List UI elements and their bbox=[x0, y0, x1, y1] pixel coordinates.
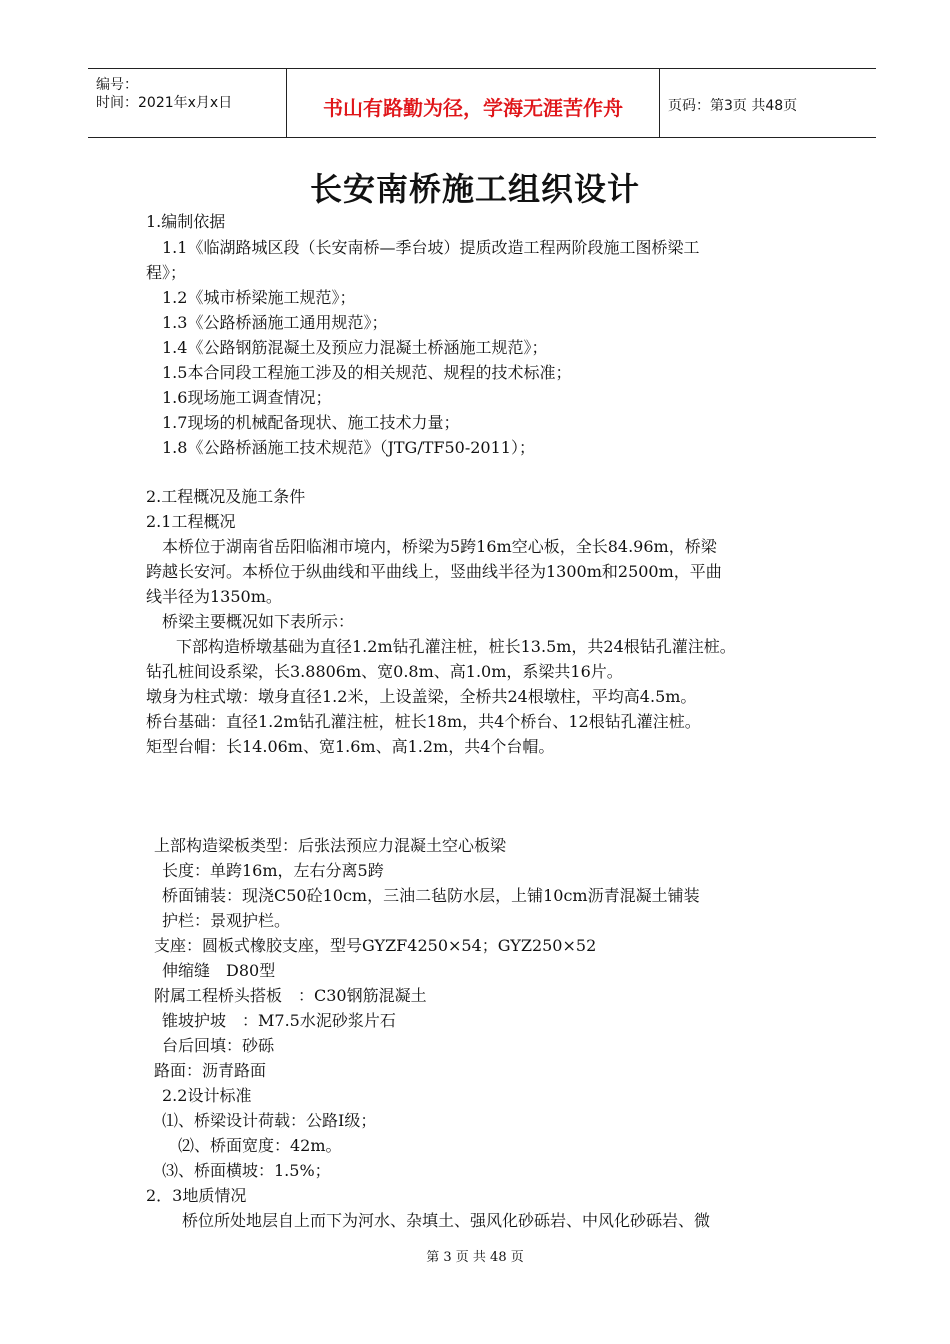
paragraph-line: 桥台基础：直径1.2m钻孔灌注桩，桩长18m，共4个桥台、12根钻孔灌注桩。 bbox=[146, 712, 701, 731]
section-heading: 2.工程概况及施工条件 bbox=[146, 487, 306, 506]
page-header bbox=[88, 68, 876, 138]
structure-item: 长度：单跨16m，左右分离5跨 bbox=[162, 861, 384, 880]
subsection-heading: 2.2设计标准 bbox=[162, 1086, 252, 1105]
header-page-cell bbox=[660, 69, 876, 137]
paragraph-line: 桥位所处地层自上而下为河水、杂填土、强风化砂砾岩、中风化砂砾岩、微 bbox=[182, 1211, 711, 1230]
structure-item: 上部构造梁板类型：后张法预应力混凝土空心板梁 bbox=[154, 836, 507, 855]
standard-item: ⑶、桥面横坡：1.5%； bbox=[162, 1161, 331, 1180]
reference-item: 1.4《公路钢筋混凝土及预应力混凝土桥涵施工规范》； bbox=[162, 338, 548, 357]
paragraph-line: 矩型台帽：长14.06m、宽1.6m、高1.2m，共4个台帽。 bbox=[146, 737, 555, 756]
subsection-heading: 2.1工程概况 bbox=[146, 512, 236, 531]
paragraph-line: 本桥位于湖南省岳阳临湘市境内，桥梁为5跨16m空心板，全长84.96m，桥梁 bbox=[162, 537, 717, 556]
paragraph-line: 线半径为1350m。 bbox=[146, 587, 282, 606]
header-meta-cell bbox=[88, 69, 287, 137]
paragraph-line: 桥梁主要概况如下表所示： bbox=[162, 612, 355, 631]
paragraph-line: 钻孔桩间设系梁，长3.8806m、宽0.8m、高1.0m，系梁共16片。 bbox=[146, 662, 623, 681]
structure-item: 桥面铺装：现浇C50砼10cm，三油二毡防水层，上铺10cm沥青混凝土铺装 bbox=[162, 886, 700, 905]
paragraph-line: 墩身为柱式墩：墩身直径1.2米，上设盖梁，全桥共24根墩柱，平均高4.5m。 bbox=[146, 687, 697, 706]
document-number-label: 编号： bbox=[96, 77, 138, 93]
reference-item: 1.8《公路桥涵施工技术规范》（JTG/TF50-2011）； bbox=[162, 438, 535, 457]
structure-item: 附属工程桥头搭板 ：C30钢筋混凝土 bbox=[154, 986, 427, 1005]
reference-item: 1.6现场施工调查情况； bbox=[162, 388, 332, 407]
reference-item: 1.3《公路桥涵施工通用规范》； bbox=[162, 313, 388, 332]
header-motto: 书山有路勤为径，学海无涯苦作舟 bbox=[323, 96, 623, 120]
document-title: 长安南桥施工组织设计 bbox=[309, 170, 640, 208]
standard-item: ⑵、桥面宽度：42m。 bbox=[178, 1136, 342, 1155]
document-time-label: 时间：2021年x月x日 bbox=[96, 95, 233, 111]
page-footer: 第 3 页 共 48 页 bbox=[426, 1250, 524, 1265]
structure-item: 支座：圆板式橡胶支座，型号GYZF4250×54；GYZ250×52 bbox=[154, 936, 597, 955]
structure-item: 护栏：景观护栏。 bbox=[162, 911, 291, 930]
standard-item: ⑴、桥梁设计荷载：公路Ⅰ级； bbox=[162, 1111, 377, 1130]
structure-item: 锥坡护坡 ：M7.5水泥砂浆片石 bbox=[162, 1011, 396, 1030]
header-page-label: 页码：第3页 共48页 bbox=[668, 98, 798, 114]
header-motto-cell bbox=[287, 69, 660, 137]
paragraph-line: 跨越长安河。本桥位于纵曲线和平曲线上，竖曲线半径为1300m和2500m，平曲 bbox=[146, 562, 722, 581]
reference-item: 1.2《城市桥梁施工规范》； bbox=[162, 288, 356, 307]
reference-item: 1.1《临湖路城区段（长安南桥—季台坡）提质改造工程两阶段施工图桥梁工 bbox=[162, 238, 700, 257]
paragraph-line: 下部构造桥墩基础为直径1.2m钻孔灌注桩，桩长13.5m，共24根钻孔灌注桩。 bbox=[176, 637, 736, 656]
section-heading: 1.编制依据 bbox=[146, 212, 226, 231]
reference-item: 1.7现场的机械配备现状、施工技术力量； bbox=[162, 413, 460, 432]
structure-item: 伸缩缝 D80型 bbox=[162, 961, 276, 980]
reference-item: 1.5本合同段工程施工涉及的相关规范、规程的技术标准； bbox=[162, 363, 572, 382]
structure-item: 台后回填：砂砾 bbox=[162, 1036, 275, 1055]
subsection-heading: 2．3地质情况 bbox=[146, 1186, 247, 1205]
reference-item-cont: 程》； bbox=[146, 263, 187, 282]
structure-item: 路面：沥青路面 bbox=[154, 1061, 267, 1080]
